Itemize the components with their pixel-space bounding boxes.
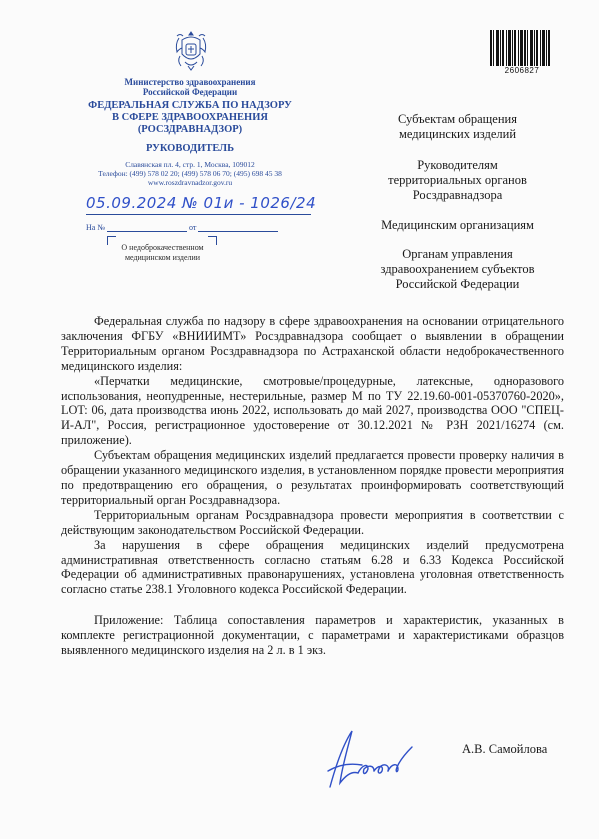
addressee-line: Органам управления bbox=[402, 247, 513, 261]
reply-from-label: от bbox=[188, 223, 197, 232]
addressee-block bbox=[345, 247, 570, 292]
addressee-line: Медицинским организациям bbox=[381, 218, 534, 232]
addressee-line: Росздравнадзора bbox=[412, 188, 503, 202]
service-name bbox=[80, 100, 300, 136]
addressee-block bbox=[345, 218, 570, 233]
service-line: В СФЕРЕ ЗДРАВООХРАНЕНИЯ bbox=[112, 112, 268, 123]
phone-line: Телефон: (499) 578 02 20; (499) 578 06 70; (495) 698 45 38 bbox=[98, 169, 282, 178]
reply-date-line bbox=[198, 223, 278, 232]
addressee-line: территориальных органов bbox=[388, 173, 527, 187]
body-paragraph: Федеральная служба по надзору в сфере здравоохранения на основании отрицательного заключения ФГБУ «ВНИИИМТ» Росздравнадзора сообщает о выявлении в обращении Территориальным органом Росздравнадзора по Астраханской области недоброкачественного медицинского изделия: bbox=[61, 314, 564, 373]
addressee-line: Руководителям bbox=[417, 158, 498, 172]
subject-line: медицинском изделии bbox=[124, 253, 201, 262]
service-line: (РОСЗДРАВНАДЗОР) bbox=[137, 124, 243, 135]
addressee-line: медицинских изделий bbox=[398, 127, 517, 141]
addressee-block bbox=[345, 112, 570, 142]
reply-number-line bbox=[107, 223, 187, 232]
website-line: www.roszdravnadzor.gov.ru bbox=[147, 178, 233, 187]
body-paragraph: «Перчатки медицинские, смотровые/процедурные, латексные, одноразового использования, неопудренные, нестерильные, размер М по ТУ 22.19.60-001-05370760-2020», LOT: 06, дата производства июнь 2022, использовать до май 2027, производства ООО "СПЕЦ-И-АЛ", Россия, регистрационное удостоверение от 30.12.2021 № РЗН 2021/16274 (см. приложение). bbox=[61, 373, 564, 448]
ministry-name bbox=[95, 77, 285, 97]
body-paragraph: Территориальным органам Росздравнадзора провести мероприятия в соответствии с действующим законодательством Российской Федерации. bbox=[61, 507, 564, 537]
barcode bbox=[490, 30, 550, 66]
coat-of-arms-icon bbox=[171, 28, 211, 74]
letterhead-address bbox=[70, 160, 310, 187]
addressee-line: Российской Федерации bbox=[395, 277, 520, 291]
ministry-line: Российской Федерации bbox=[142, 87, 238, 97]
addressee-line: Субъектам обращения bbox=[398, 112, 517, 126]
addressee-block bbox=[345, 158, 570, 203]
service-line: ФЕДЕРАЛЬНАЯ СЛУЖБА ПО НАДЗОРУ bbox=[88, 100, 292, 111]
barcode-number: 2606827 bbox=[504, 66, 540, 75]
head-title: РУКОВОДИТЕЛЬ bbox=[145, 143, 235, 154]
reply-reference bbox=[86, 223, 278, 232]
ministry-line: Министерство здравоохранения bbox=[124, 77, 256, 87]
signer-name: А.В. Самойлова bbox=[462, 742, 548, 756]
letter-body bbox=[61, 314, 564, 658]
address-line: Славянская пл. 4, стр. 1, Москва, 109012 bbox=[125, 160, 255, 169]
letter-subject bbox=[110, 243, 215, 263]
subject-line: О недоброкачественном bbox=[121, 243, 204, 252]
handwritten-signature bbox=[322, 725, 417, 795]
body-paragraph: За нарушения в сфере обращения медицинских изделий предусмотрена административная ответственность согласно статьям 6.28 и 6.33 Кодекса Российской Федерации об административных правонарушениях, установлена уголовная ответственность согласно статье 238.1 Уголовного кодекса Российской Федерации. bbox=[61, 537, 564, 597]
addressee-line: здравоохранением субъектов bbox=[380, 262, 535, 276]
registration-number: 05.09.2024 № 01и - 1026/24 bbox=[86, 194, 317, 212]
body-paragraph: Субъектам обращения медицинских изделий предлагается провести проверку наличия в обращении указанного медицинского изделия, в установленном порядке провести мероприятия по предотвращению его обращения, о результатах проинформировать соответствующий территориальный орган Росздравнадзора. bbox=[61, 448, 564, 507]
reply-prefix: На № bbox=[86, 223, 105, 232]
registration-underline bbox=[86, 214, 311, 215]
annex-paragraph: Приложение: Таблица сопоставления параметров и характеристик, указанных в комплекте регистрационной документации, с параметрами и характеристиками образцов выявленного медицинского изделия на 2 л. в 1 экз. bbox=[61, 613, 564, 658]
